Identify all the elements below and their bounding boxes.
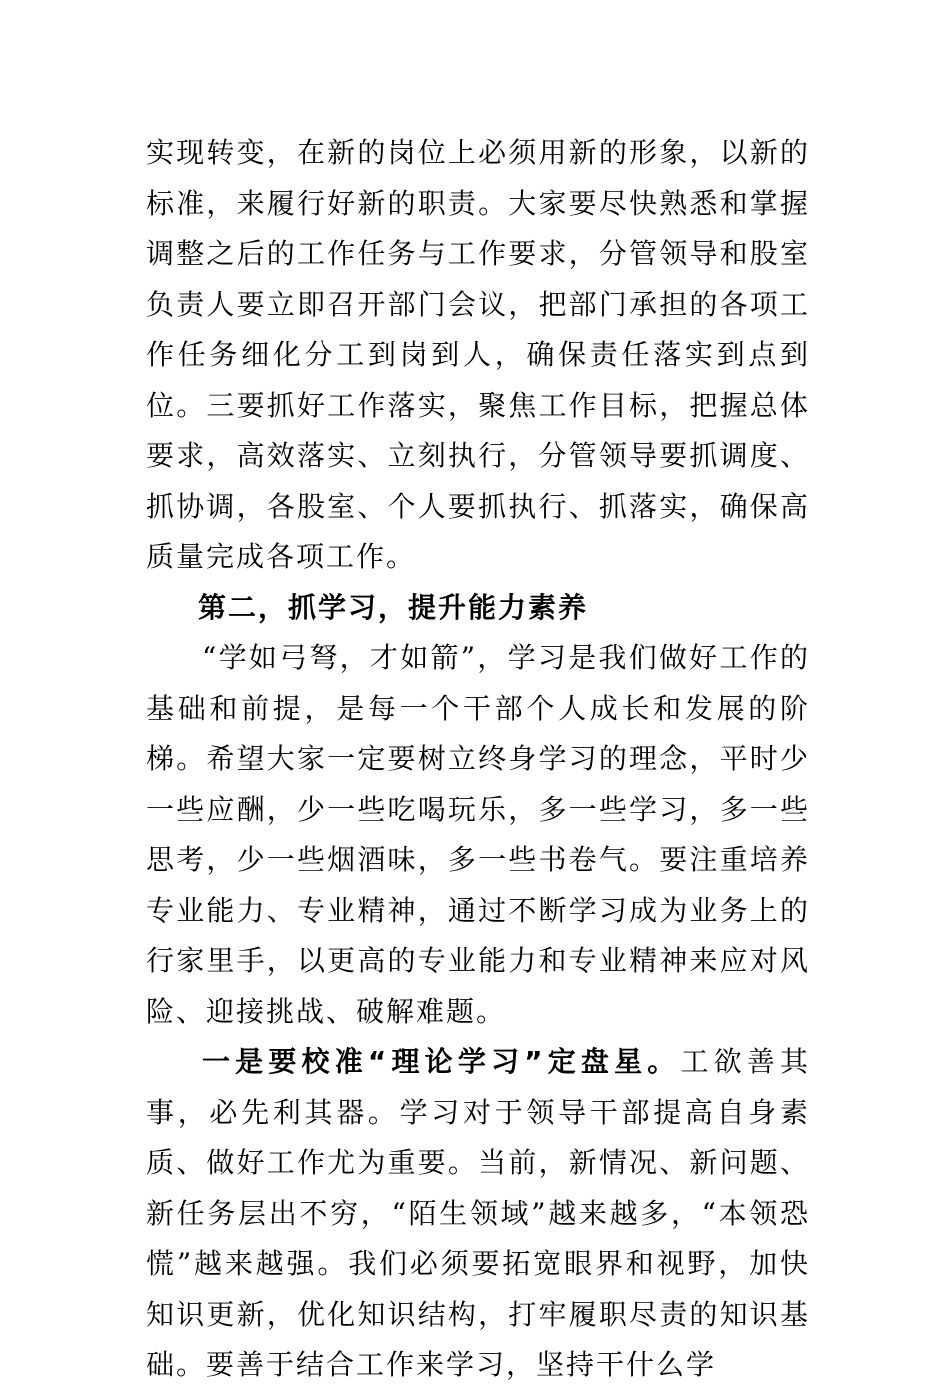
section-heading: 第二，抓学习，提升能力素养: [198, 590, 589, 624]
document-body: [146, 128, 810, 1391]
paragraph-continuation: 实现转变，在新的岗位上必须用新的形象，以新的标准，来履行好新的职责。大家要尽快熟悉和掌握调整之后的工作任务与工作要求，分管领导和股室负责人要立即召开部门会议，把部门承担的各项工作任务细化分工到岗到人，确保责任落实到点到位。三要抓好工作落实，聚焦工作目标，把握总体要求，高效落实、立刻执行，分管领导要抓调度、抓协调，各股室、个人要抓执行、抓落实，确保高质量完成各项工作。: [146, 136, 810, 573]
paragraph-body-text: 工欲善其事，必先利其器。学习对于领导干部提高自身素质、做好工作尤为重要。当前，新情况、新问题、新任务层出不穷，“陌生领域”越来越多，“本领恐慌”越来越强。我们必须要拓宽眼界和视野，加快知识更新，优化知识结构，打牢履职尽责的知识基础。要善于结合工作来学习，坚持干什么学: [146, 1045, 810, 1381]
paragraph-theory-study: [146, 1037, 810, 1391]
paragraph-lead-bold: 一是要校准“理论学习”定盘星。: [202, 1045, 681, 1078]
paragraph-study: “学如弓弩，才如箭”，学习是我们做好工作的基础和前提，是每一个干部个人成长和发展的阶梯。希望大家一定要树立终身学习的理念，平时少一些应酬，少一些吃喝玩乐，多一些学习，多一些思考，少一些烟酒味，多一些书卷气。要注重培养专业能力、专业精神，通过不断学习成为业务上的行家里手，以更高的专业能力和专业精神来应对风险、迎接挑战、破解难题。: [146, 641, 810, 1028]
